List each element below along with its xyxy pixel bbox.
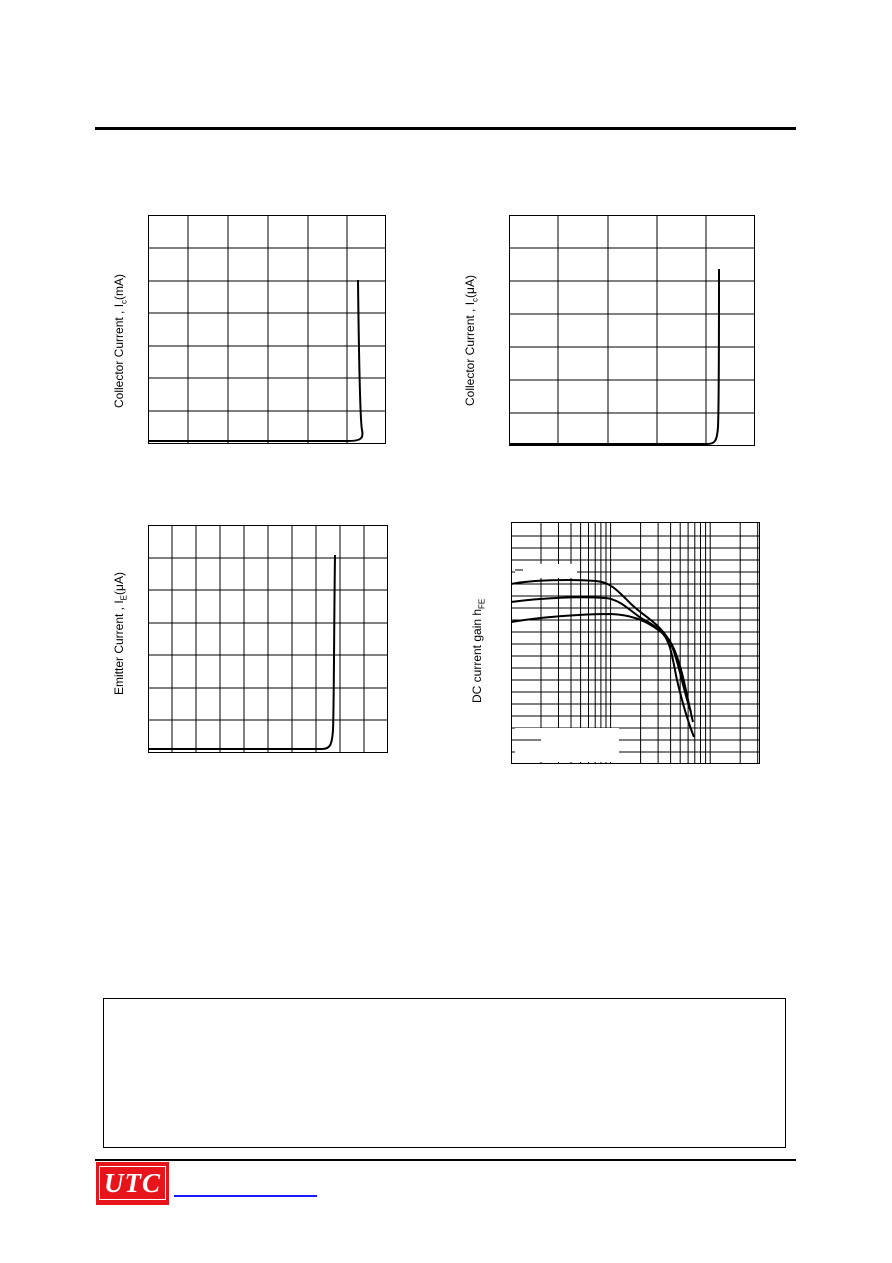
utc-logo [96, 1162, 169, 1205]
chart1-ylabel: Collector Current , $I_c(mA)$ [112, 273, 129, 408]
chart2-plot [509, 215, 755, 446]
chart2-ylabel: Collector Current , $I_c(\mu A)$ [463, 275, 480, 406]
chart4-ylabel: DC current gain $h_{FE}$ [470, 598, 487, 703]
chart1-plot [148, 215, 386, 444]
footer-rule [95, 1159, 796, 1161]
chart1-curve [148, 280, 362, 441]
footer-link[interactable] [174, 1195, 317, 1197]
header-rule [95, 127, 796, 130]
notice-box [103, 998, 786, 1148]
chart4-curve-2 [511, 597, 693, 722]
chart4-plot [511, 522, 760, 764]
logo-text: UTC [99, 1166, 166, 1200]
chart3-ylabel: Emitter Current , $I_E(\mu A)$ [112, 572, 129, 695]
chart2-curve [509, 269, 719, 444]
chart3-plot [148, 525, 388, 753]
